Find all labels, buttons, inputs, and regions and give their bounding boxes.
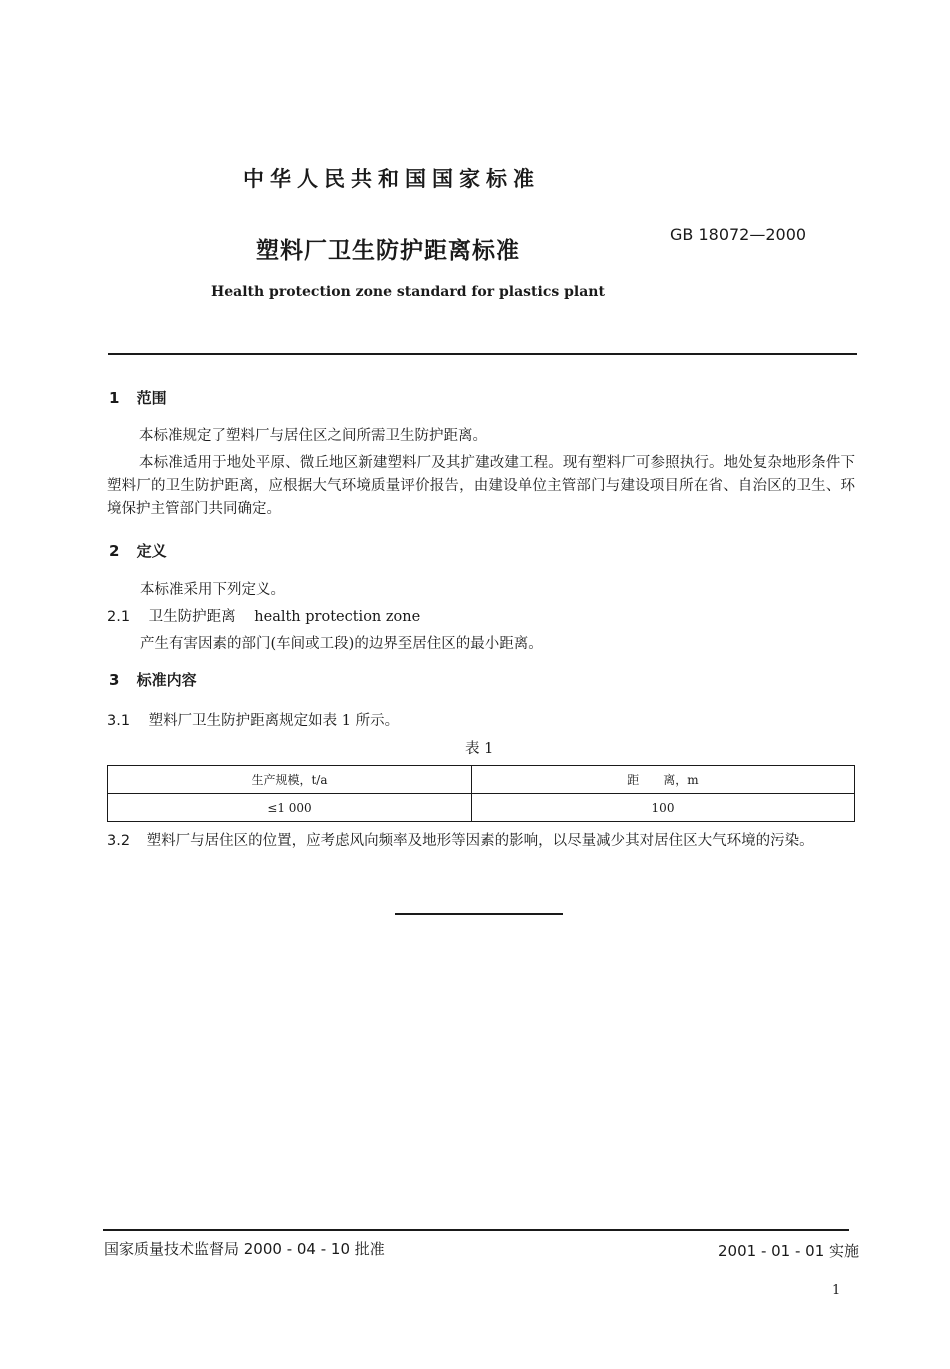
footer-rule [103, 1229, 849, 1231]
clause-3-1-text: 塑料厂卫生防护距离规定如表 1 所示。 [148, 713, 400, 729]
clause-3-2-text: 塑料厂与居住区的位置，应考虑风向频率及地形等因素的影响，以尽量减少其对居住区大气环境的污染。 [146, 833, 814, 849]
table-header-cell: 距 离，m [472, 766, 855, 794]
section-1-paragraph-2: 本标准适用于地处平原、微丘地区新建塑料厂及其扩建改建工程。现有塑料厂可参照执行。地处复杂地形条件下塑料厂的卫生防护距离，应根据大气环境质量评价报告，由建设单位主管部门与建设项目所在省、自治区的卫生、环境保护主管部门共同确定。 [107, 455, 855, 517]
standard-type: 中华人民共和国国家标准 [243, 167, 540, 191]
effective-date: 2001 - 01 - 01 实施 [718, 1242, 860, 1260]
section-2-title: 定义 [136, 542, 167, 560]
section-1-heading [109, 387, 167, 408]
document-title-english: Health protection zone standard for plastics plant [211, 284, 605, 300]
table-header-cell: 生产规模，t/a [108, 766, 472, 794]
table-header-row [108, 766, 855, 794]
clause-3-1-number: 3.1 [107, 713, 131, 729]
definition-2-1-text: 产生有害因素的部门(车间或工段)的边界至居住区的最小距离。 [140, 636, 543, 652]
header-rule [108, 353, 857, 355]
clause-3-1 [107, 709, 399, 730]
table-caption: 表 1 [465, 741, 494, 757]
standard-code: GB 18072—2000 [670, 225, 807, 244]
end-rule [395, 913, 563, 915]
table-row [108, 794, 855, 822]
page-number: 1 [832, 1283, 841, 1298]
clause-3-2 [107, 830, 855, 853]
table-cell: ≤1 000 [108, 794, 472, 822]
section-3-number: 3 [109, 671, 120, 689]
definition-2-1 [107, 605, 420, 626]
section-1-title: 范围 [136, 389, 167, 407]
section-3-title: 标准内容 [136, 671, 197, 689]
document-title: 塑料厂卫生防护距离标准 [256, 238, 520, 264]
section-1-number: 1 [109, 389, 120, 407]
section-2-number: 2 [109, 542, 120, 560]
definition-2-1-term-english: health protection zone [254, 609, 421, 625]
section-2-intro: 本标准采用下列定义。 [140, 582, 285, 598]
section-2-heading [109, 540, 167, 561]
clause-3-2-number: 3.2 [107, 833, 131, 849]
distance-table [107, 765, 855, 822]
section-3-heading [109, 669, 197, 690]
section-1-paragraph-1: 本标准规定了塑料厂与居住区之间所需卫生防护距离。 [139, 428, 487, 444]
approval-info: 国家质量技术监督局 2000 - 04 - 10 批准 [104, 1240, 385, 1258]
definition-2-1-term: 卫生防护距离 [148, 609, 236, 625]
table-cell: 100 [472, 794, 855, 822]
definition-2-1-number: 2.1 [107, 609, 131, 625]
